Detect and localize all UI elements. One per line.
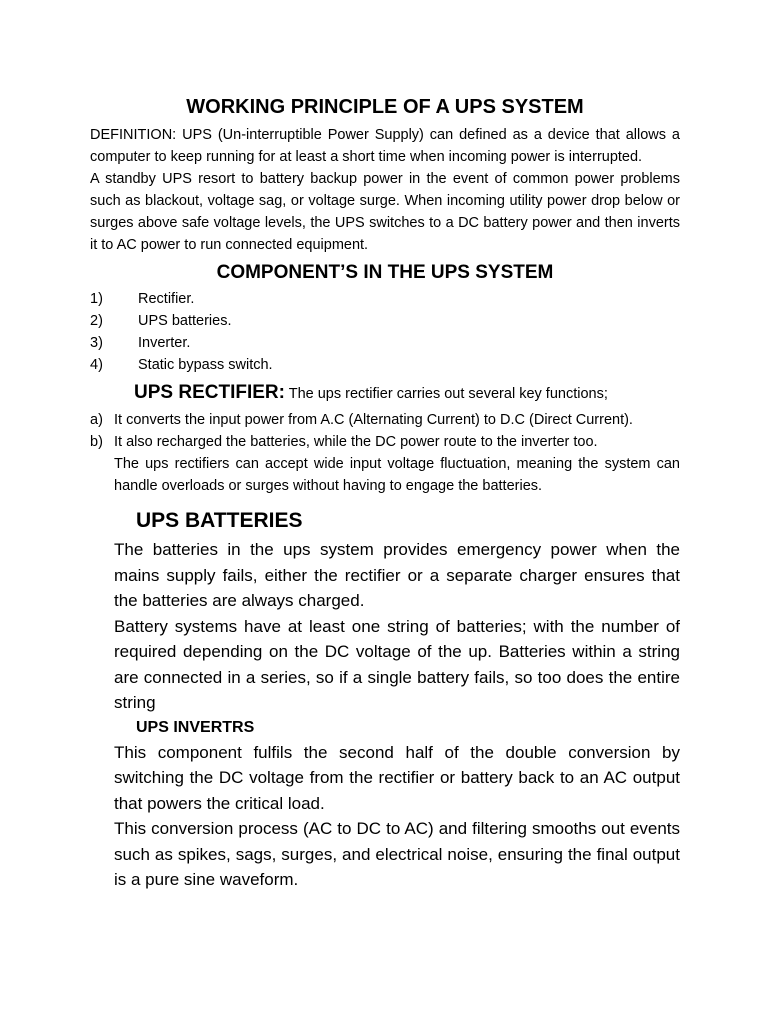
list-text: Inverter. [138, 335, 191, 351]
rectifier-intro: The ups rectifier carries out several key functions; [284, 386, 608, 402]
list-item [90, 332, 680, 354]
list-letter: a) [90, 412, 103, 428]
list-number: 2) [90, 313, 103, 329]
batteries-heading: UPS BATTERIES [136, 509, 303, 532]
page-title: WORKING PRINCIPLE OF A UPS SYSTEM [186, 96, 584, 118]
rectifier-heading: UPS RECTIFIER: [134, 382, 285, 403]
batteries-paragraph-2: Battery systems have at least one string of batteries; with the number of required depending on the DC voltage of the up. Batteries within a string are connected in a series, so if a single battery fails, so too does the entire string [114, 616, 680, 712]
list-item [90, 431, 680, 453]
rectifier-functions-list [90, 409, 680, 453]
list-item [90, 409, 680, 431]
list-text: It also recharged the batteries, while the DC power route to the inverter too. [114, 434, 598, 450]
components-list [90, 288, 680, 376]
list-item [90, 288, 680, 310]
standby-paragraph: A standby UPS resort to battery backup power in the event of common power problems such as blackout, voltage sag, or voltage surge. When incoming utility power drop below or surges above safe voltage levels, the UPS switches to a DC battery power and then inverts it to AC power to run connected equipment. [90, 171, 680, 253]
inverters-paragraph-2: This conversion process (AC to DC to AC) and filtering smooths out events such as spikes, sags, surges, and electrical noise, ensuring the final output is a pure sine waveform. [114, 819, 680, 889]
list-item [90, 310, 680, 332]
definition-paragraph: DEFINITION: UPS (Un-interruptible Power Supply) can defined as a device that allows a computer to keep running for at least a short time when incoming power is interrupted. [90, 127, 680, 165]
list-text: Static bypass switch. [138, 357, 273, 373]
components-heading: COMPONENT’S IN THE UPS SYSTEM [216, 262, 554, 283]
list-number: 4) [90, 357, 103, 373]
rectifier-extra-paragraph: The ups rectifiers can accept wide input voltage fluctuation, meaning the system can handle overloads or surges without having to engage the batteries. [114, 456, 680, 494]
batteries-paragraph-1: The batteries in the ups system provides emergency power when the mains supply fails, either the rectifier or a separate charger ensures that the batteries are always charged. [114, 540, 680, 610]
inverters-paragraph-1: This component fulfils the second half of the double conversion by switching the DC voltage from the rectifier or battery back to an AC output that powers the critical load. [114, 742, 680, 813]
list-text: UPS batteries. [138, 313, 232, 329]
inverters-heading: UPS INVERTRS [136, 718, 255, 736]
list-item [90, 354, 680, 376]
list-text: Rectifier. [138, 291, 195, 307]
list-text: It converts the input power from A.C (Alternating Current) to D.C (Direct Current). [114, 412, 633, 428]
rectifier-section-heading [134, 378, 680, 409]
list-number: 3) [90, 335, 103, 351]
list-letter: b) [90, 434, 103, 450]
list-number: 1) [90, 291, 103, 307]
